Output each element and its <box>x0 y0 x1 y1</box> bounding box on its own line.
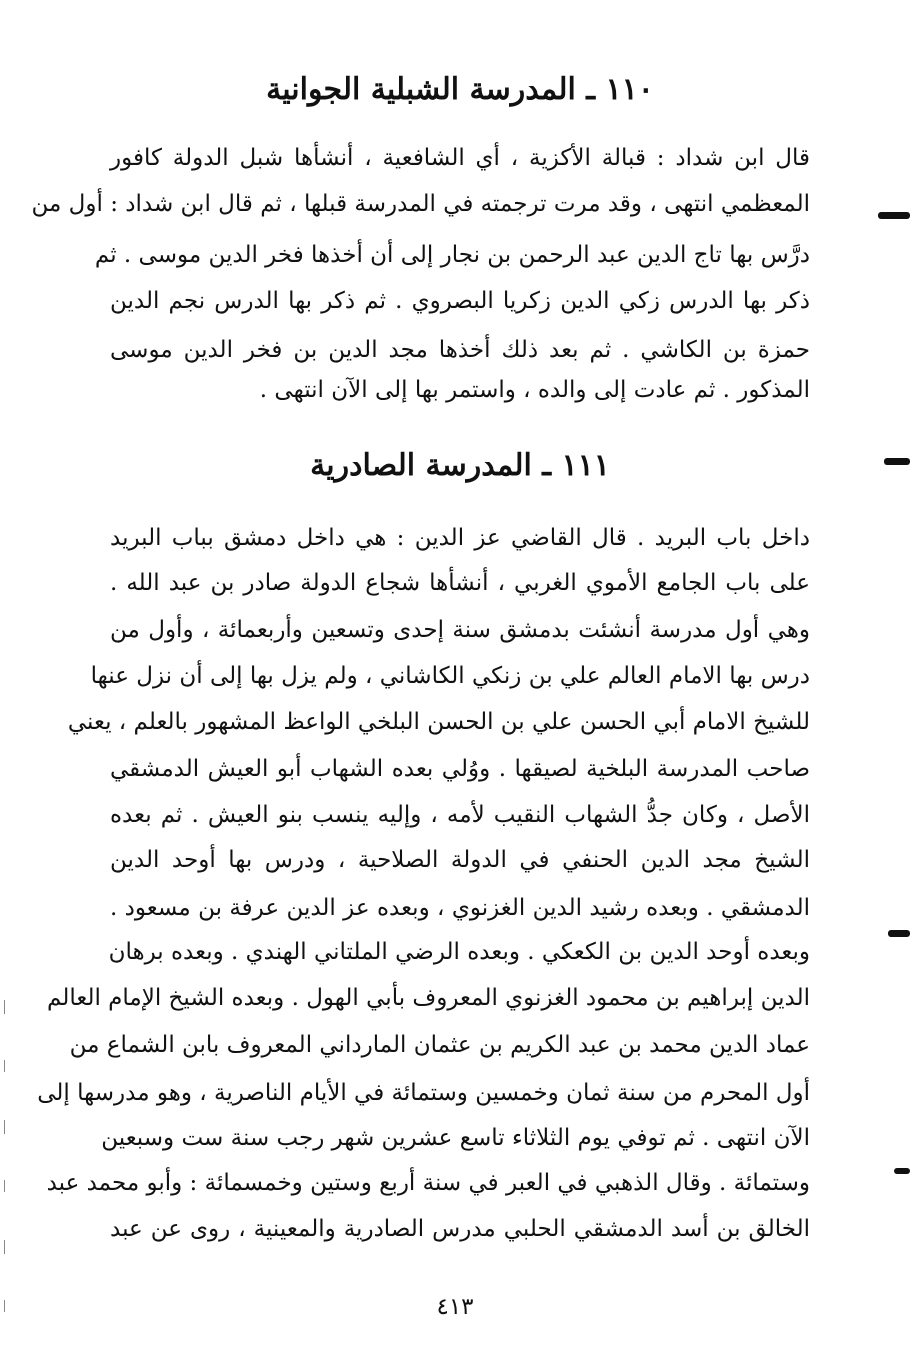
section-heading-110: ١١٠ ـ المدرسة الشبلية الجوانية <box>266 72 654 107</box>
edge-tick <box>4 1000 5 1014</box>
margin-mark <box>894 1168 910 1174</box>
text-line: وهي أول مدرسة أنشئت بدمشق سنة إحدى وتسعين وأربعمائة ، وأول من <box>110 617 810 643</box>
text-line: للشيخ الامام أبي الحسن علي بن الحسن البلخي الواعظ المشهور بالعلم ، يعني <box>67 709 810 735</box>
text-line: أول المحرم من سنة ثمان وخمسين وستمائة في الأيام الناصرية ، وهو مدرسها إلى <box>37 1080 810 1106</box>
margin-mark <box>888 930 910 937</box>
margin-mark <box>878 212 910 219</box>
page-number: ٤١٣ <box>436 1294 474 1320</box>
text-line: المعظمي انتهى ، وقد مرت ترجمته في المدرسة قبلها ، ثم قال ابن شداد : أول من <box>31 191 810 217</box>
text-line: درس بها الامام العالم علي بن زنكي الكاشاني ، ولم يزل بها إلى أن نزل عنها <box>90 663 810 689</box>
text-line: وبعده أوحد الدين بن الكعكي . وبعده الرضي الملتاني الهندي . وبعده برهان <box>108 939 810 965</box>
margin-mark <box>884 458 910 465</box>
text-line: الأصل ، وكان جدُّ الشهاب النقيب لأمه ، وإليه ينسب بنو العيش . ثم بعده <box>110 802 810 828</box>
text-line: على باب الجامع الأموي الغربي ، أنشأها شجاع الدولة صادر بن عبد الله . <box>110 570 810 596</box>
text-line: المذكور . ثم عادت إلى والده ، واستمر بها إلى الآن انتهى . <box>259 377 810 403</box>
edge-tick <box>4 1240 5 1254</box>
text-line: قال ابن شداد : قبالة الأكزية ، أي الشافعية ، أنشأها شبل الدولة كافور <box>110 145 810 171</box>
text-line: الآن انتهى . ثم توفي يوم الثلاثاء تاسع عشرين شهر رجب سنة ست وسبعين <box>101 1125 810 1151</box>
text-line: درَّس بها تاج الدين عبد الرحمن بن نجار إلى أن أخذها فخر الدين موسى . ثم <box>94 242 810 268</box>
text-line: وستمائة . وقال الذهبي في العبر في سنة أربع وستين وخمسمائة : وأبو محمد عبد <box>46 1170 810 1196</box>
text-line: الدمشقي . وبعده رشيد الدين الغزنوي ، وبعده عز الدين عرفة بن مسعود . <box>110 895 810 921</box>
text-line: صاحب المدرسة البلخية لصيقها . ووُلي بعده الشهاب أبو العيش الدمشقي <box>110 756 810 782</box>
text-line: الدين إبراهيم بن محمود الغزنوي المعروف بأبي الهول . وبعده الشيخ الإمام العالم <box>47 985 810 1011</box>
edge-tick <box>4 1300 5 1312</box>
section-heading-111: ١١١ ـ المدرسة الصادرية <box>310 448 610 483</box>
text-line: عماد الدين محمد بن عبد الكريم بن عثمان المارداني المعروف بابن الشماع من <box>69 1032 810 1058</box>
text-line: الخالق بن أسد الدمشقي الحلبي مدرس الصادرية والمعينية ، روى عن عبد <box>110 1216 810 1242</box>
text-line: حمزة بن الكاشي . ثم بعد ذلك أخذها مجد الدين بن فخر الدين موسى <box>110 337 810 363</box>
edge-tick <box>4 1120 5 1134</box>
text-line: ذكر بها الدرس زكي الدين زكريا البصروي . ثم ذكر بها الدرس نجم الدين <box>110 288 810 314</box>
edge-tick <box>4 1060 5 1072</box>
text-line: الشيخ مجد الدين الحنفي في الدولة الصلاحية ، ودرس بها أوحد الدين <box>110 847 810 873</box>
text-line: داخل باب البريد . قال القاضي عز الدين : هي داخل دمشق بباب البريد <box>110 525 810 551</box>
edge-tick <box>4 1180 5 1192</box>
